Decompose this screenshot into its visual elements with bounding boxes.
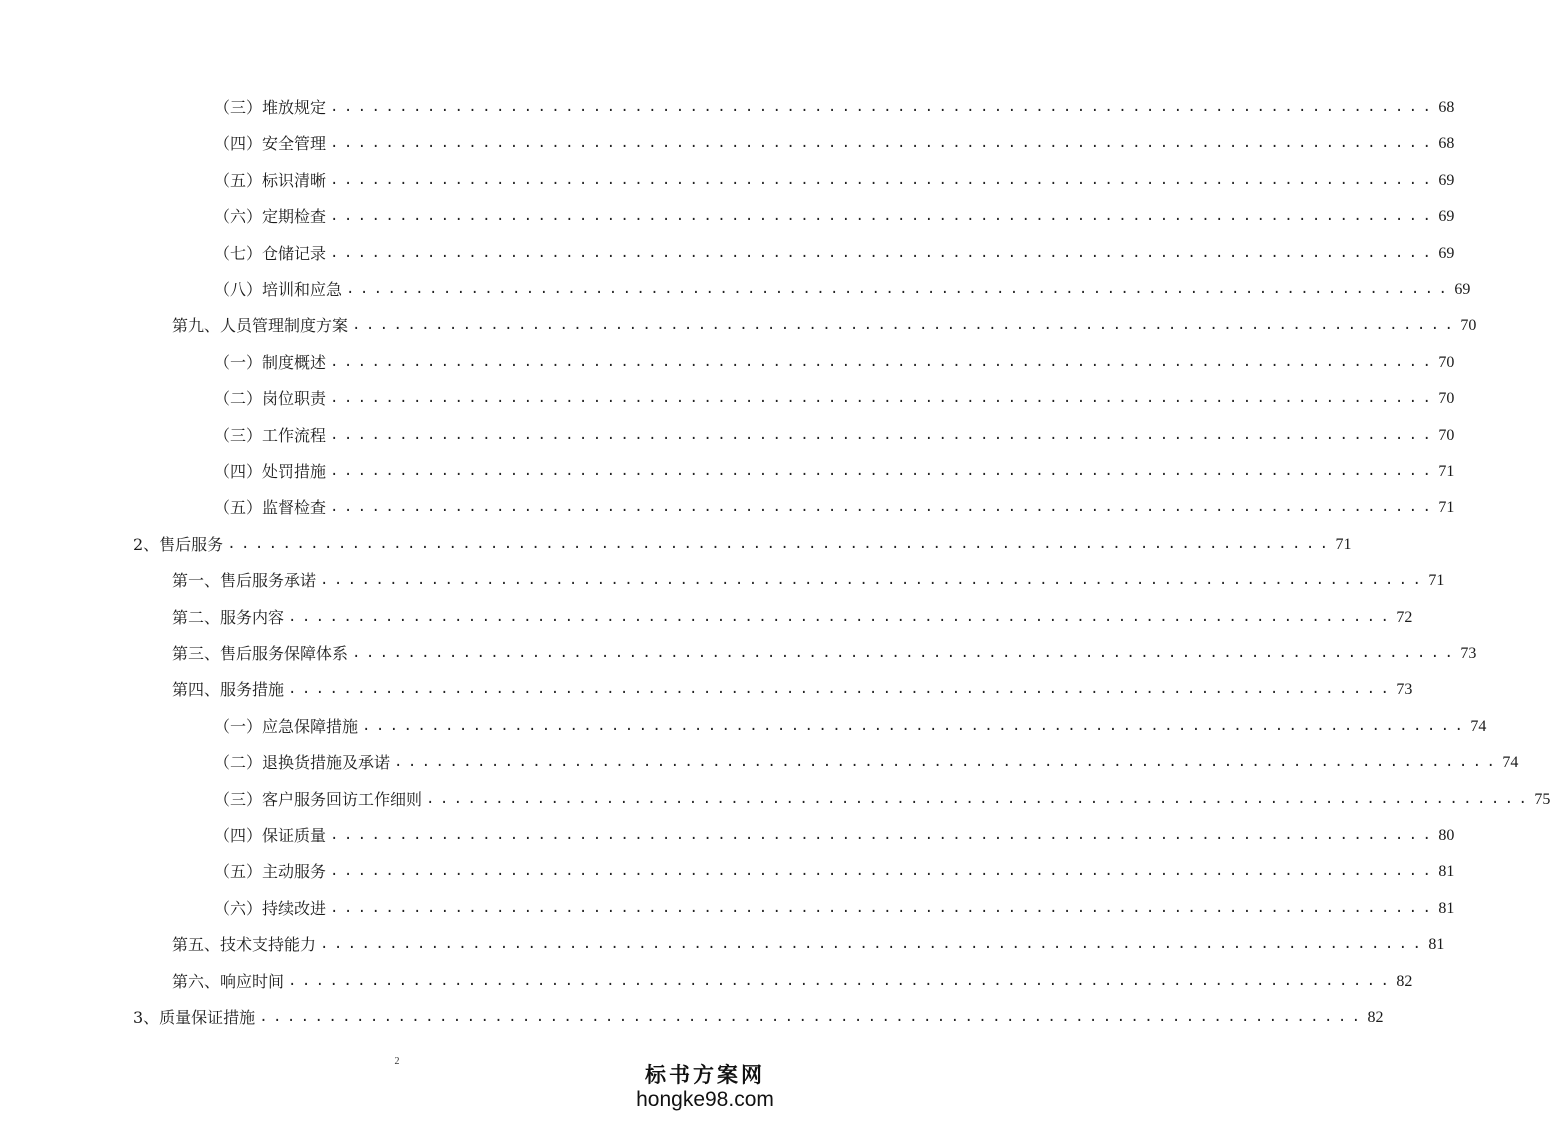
toc-entry-page: 71 bbox=[1428, 572, 1445, 590]
toc-entry bbox=[214, 749, 1519, 773]
toc-entry-label: （四）保证质量 bbox=[214, 826, 327, 845]
toc-entry-label: （三）客户服务回访工作细则 bbox=[214, 789, 423, 809]
toc-dot-leader: ................................................................................ bbox=[320, 572, 1427, 589]
toc-entry bbox=[214, 422, 1455, 446]
toc-entry bbox=[214, 713, 1487, 737]
toc-entry-page: 75 bbox=[1534, 790, 1550, 808]
toc-entry bbox=[214, 458, 1455, 482]
toc-dot-leader: ................................................................................ bbox=[288, 972, 1395, 989]
toc-dot-leader: ................................................................................ bbox=[330, 390, 1437, 407]
watermark-url: hongke98.com bbox=[636, 1088, 774, 1111]
toc-entry-page: 81 bbox=[1428, 936, 1445, 954]
toc-entry bbox=[172, 676, 1413, 700]
toc-entry-label: 第六、响应时间 bbox=[172, 971, 285, 991]
toc-entry-page: 71 bbox=[1438, 499, 1455, 517]
toc-entry bbox=[172, 604, 1413, 628]
toc-entry-page: 71 bbox=[1335, 535, 1352, 553]
toc-dot-leader: ................................................................................ bbox=[330, 827, 1437, 843]
toc-entry-page: 81 bbox=[1438, 899, 1455, 917]
toc-dot-leader: ................................................................................ bbox=[330, 426, 1437, 443]
toc-entry bbox=[172, 567, 1445, 591]
toc-entry-page: 72 bbox=[1396, 608, 1413, 626]
toc-entry-page: 69 bbox=[1438, 208, 1455, 226]
toc-entry bbox=[214, 385, 1455, 409]
toc-entry-page: 69 bbox=[1454, 281, 1471, 298]
toc-entry-page: 70 bbox=[1438, 353, 1455, 371]
toc-entry-page: 69 bbox=[1438, 171, 1455, 189]
toc-entry-page: 71 bbox=[1438, 463, 1455, 480]
toc-entry bbox=[133, 1004, 1384, 1028]
toc-entry-page: 68 bbox=[1438, 99, 1455, 116]
toc-entry bbox=[172, 312, 1477, 336]
toc-entry-page: 74 bbox=[1470, 717, 1487, 735]
toc-entry-page: 70 bbox=[1438, 390, 1455, 408]
toc-entry-label: 第四、服务措施 bbox=[172, 680, 285, 700]
toc-entry-label: （六）持续改进 bbox=[214, 898, 327, 918]
toc-entry-page: 81 bbox=[1438, 863, 1455, 881]
toc-dot-leader: ................................................................................ bbox=[288, 608, 1395, 625]
toc-entry-label: （二）退换货措施及承诺 bbox=[214, 753, 391, 773]
toc-entry-page: 82 bbox=[1396, 972, 1413, 990]
toc-dot-leader: ................................................................................ bbox=[330, 208, 1437, 225]
toc-entry-label: 2、售后服务 bbox=[133, 534, 224, 554]
toc-dot-leader: ................................................................................ bbox=[330, 244, 1437, 261]
toc-dot-leader: ................................................................................ bbox=[330, 99, 1437, 115]
toc-entry bbox=[214, 94, 1455, 118]
toc-entry-label: （一）应急保障措施 bbox=[214, 716, 359, 736]
toc-dot-leader: ................................................................................ bbox=[362, 717, 1469, 734]
toc-dot-leader: ................................................................................ bbox=[330, 135, 1437, 152]
toc-entry-label: （八）培训和应急 bbox=[214, 280, 343, 299]
toc-dot-leader: ................................................................................ bbox=[330, 499, 1437, 516]
toc-entry-label: 第二、服务内容 bbox=[172, 607, 285, 627]
toc-dot-leader: ................................................................................ bbox=[330, 463, 1437, 479]
toc-entry bbox=[214, 349, 1455, 373]
toc-entry bbox=[214, 494, 1455, 518]
toc-entry bbox=[214, 276, 1471, 300]
toc-entry bbox=[214, 858, 1455, 882]
toc-dot-leader: ................................................................................ bbox=[330, 863, 1437, 880]
toc-entry-page: 73 bbox=[1396, 681, 1413, 699]
toc-dot-leader: ................................................................................ bbox=[227, 535, 1334, 552]
toc-dot-leader: ................................................................................ bbox=[352, 317, 1459, 334]
toc-entry-page: 68 bbox=[1438, 135, 1455, 153]
toc-entry-label: （五）标识清晰 bbox=[214, 170, 327, 190]
toc-entry-label: 3、质量保证措施 bbox=[133, 1008, 256, 1027]
toc-entry-label: （五）监督检查 bbox=[214, 498, 327, 518]
toc-entry-label: （一）制度概述 bbox=[214, 352, 327, 372]
toc-entry bbox=[214, 167, 1455, 191]
toc-entry-page: 69 bbox=[1438, 244, 1455, 262]
watermark-logo bbox=[630, 1062, 780, 1112]
toc-entry bbox=[214, 786, 1550, 810]
toc-entry bbox=[214, 203, 1455, 227]
watermark-title: 标书方案网 bbox=[645, 1062, 765, 1087]
toc-dot-leader: ................................................................................ bbox=[394, 754, 1501, 771]
toc-entry-page: 70 bbox=[1460, 317, 1477, 335]
toc-dot-leader: ................................................................................ bbox=[330, 899, 1437, 916]
toc-entry-label: （五）主动服务 bbox=[214, 862, 327, 882]
toc-entry-label: （四）处罚措施 bbox=[214, 462, 327, 481]
toc-dot-leader: ................................................................................ bbox=[288, 681, 1395, 698]
toc-dot-leader: ................................................................................ bbox=[352, 645, 1459, 661]
toc-entry-label: （三）堆放规定 bbox=[214, 98, 327, 117]
toc-entry bbox=[172, 968, 1413, 992]
toc-entry-page: 73 bbox=[1460, 645, 1477, 662]
toc-entry-label: （七）仓储记录 bbox=[214, 243, 327, 263]
toc-entry-page: 70 bbox=[1438, 426, 1455, 444]
toc-entry bbox=[214, 822, 1455, 846]
toc-entry bbox=[172, 931, 1445, 955]
toc-dot-leader: ................................................................................ bbox=[320, 936, 1427, 953]
toc-entry-label: （四）安全管理 bbox=[214, 134, 327, 154]
toc-entry bbox=[214, 240, 1455, 264]
toc-entry bbox=[214, 130, 1455, 154]
toc-entry bbox=[133, 531, 1352, 555]
toc-dot-leader: ................................................................................ bbox=[346, 281, 1453, 297]
toc-entry-page: 82 bbox=[1367, 1009, 1384, 1026]
toc-entry-label: （二）岗位职责 bbox=[214, 389, 327, 409]
toc-entry-label: 第三、售后服务保障体系 bbox=[172, 644, 349, 663]
toc-entry-label: （六）定期检查 bbox=[214, 207, 327, 227]
toc-dot-leader: ................................................................................ bbox=[259, 1009, 1366, 1025]
toc-entry-page: 80 bbox=[1438, 827, 1455, 844]
page-number: 2 bbox=[394, 1056, 400, 1067]
toc-entry-label: 第九、人员管理制度方案 bbox=[172, 316, 349, 336]
toc-entry bbox=[172, 640, 1477, 664]
toc-entry-label: 第一、售后服务承诺 bbox=[172, 571, 317, 591]
toc-dot-leader: ................................................................................ bbox=[426, 790, 1533, 807]
toc-entry-label: 第五、技术支持能力 bbox=[172, 935, 317, 955]
toc-entry-label: （三）工作流程 bbox=[214, 425, 327, 445]
toc-entry-page: 74 bbox=[1502, 754, 1519, 772]
toc-dot-leader: ................................................................................ bbox=[330, 171, 1437, 188]
toc-entry bbox=[214, 895, 1455, 919]
toc-dot-leader: ................................................................................ bbox=[330, 353, 1437, 370]
